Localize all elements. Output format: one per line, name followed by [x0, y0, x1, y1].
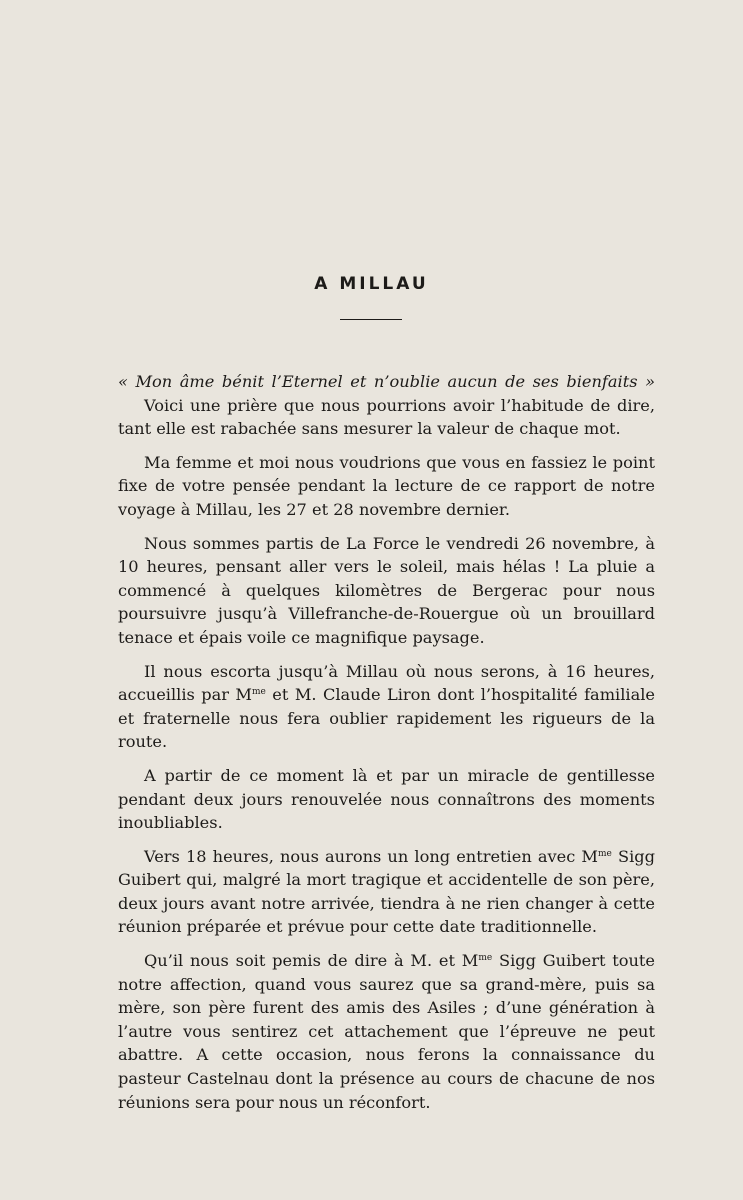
- paragraph-text: Sigg Guibert toute notre affection, quand vous saurez que sa grand-mère, puis sa mère, son père furent des amis des Asiles ; d’une génération à l’autre vous sentirez cet attachement que l’épreuve ne peut abattre. A cette occasion, nous ferons la connaissance du pasteur Castelnau dont la présence au cours de chacune de nos réunions sera pour nous un réconfort.: [118, 951, 655, 1112]
- paragraph: [118, 949, 655, 1114]
- page-title: A MILLAU: [314, 274, 429, 294]
- paragraph-text: Vers 18 heures, nous aurons un long entretien avec M: [144, 846, 599, 866]
- title-underline: [340, 319, 402, 320]
- epigraph: « Mon âme bénit l’Eternel et n’oublie aucun de ses bienfaits »: [118, 372, 655, 391]
- superscript: me: [598, 848, 612, 859]
- paragraph-text: Sigg Guibert qui, malgré la mort tragique et accidentelle de son père, deux jours avant notre arrivée, tiendra à ne rien changer à cette réunion préparée et prévue pour cette date traditionnelle.: [118, 846, 656, 937]
- paragraph-text: Il nous escorta jusqu’à Millau où nous serons, à 16 heures, accueillis par M: [118, 661, 655, 705]
- paragraph: [118, 845, 655, 939]
- paragraph-text: Ma femme et moi nous voudrions que vous en fassiez le point fixe de votre pensée pendant la lecture de ce rapport de notre voyage à Millau, les 27 et 28 novembre dernier.: [118, 452, 655, 519]
- paragraph-text: Nous sommes partis de La Force le vendredi 26 novembre, à 10 heures, pensant aller vers le soleil, mais hélas ! La pluie a commencé à quelques kilomètres de Bergerac pour nous poursuivre jusqu’à Villefranche-de-Rouergue où un brouillard tenace et épais voile ce magnifique paysage.: [118, 533, 655, 647]
- superscript: me: [252, 687, 266, 698]
- paragraph: [118, 660, 655, 754]
- paragraph: [118, 451, 655, 522]
- paragraph-text: et M. Claude Liron dont l’hospitalité familiale et fraternelle nous fera oublier rapidement les rigueurs de la route.: [118, 685, 656, 752]
- paragraph-text: Voici une prière que nous pourrions avoir l’habitude de dire, tant elle est rabachée sans mesurer la valeur de chaque mot.: [118, 395, 655, 439]
- paragraph: [118, 532, 655, 650]
- body-text: [118, 370, 655, 1124]
- superscript: me: [478, 953, 493, 964]
- paragraph-text: A partir de ce moment là et par un miracle de gentillesse pendant deux jours renouvelée nous connaîtrons des moments inoubliables.: [118, 765, 655, 833]
- paragraph: [118, 394, 655, 441]
- paragraph-text: Qu’il nous soit pemis de dire à M. et M: [144, 951, 479, 971]
- paragraph: [118, 764, 655, 835]
